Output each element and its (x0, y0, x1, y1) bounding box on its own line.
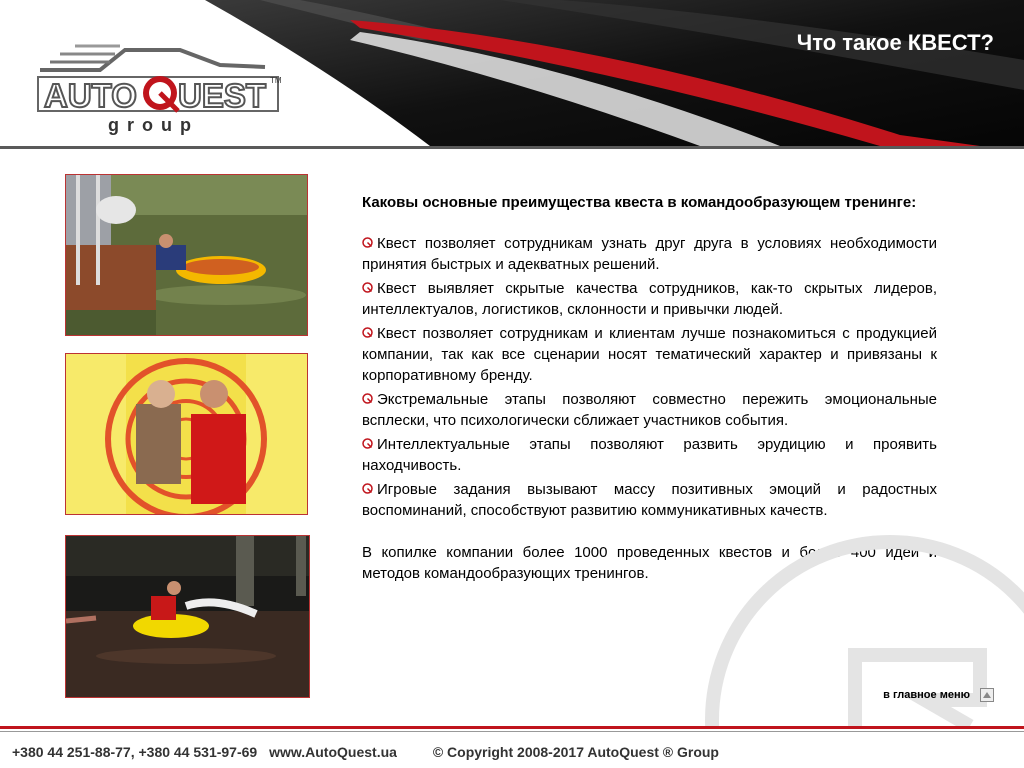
main-menu-link[interactable] (883, 688, 994, 702)
list-item-text: Квест позволяет сотрудникам и клиентам лучше познакомиться с продукцией компании, так как все сценарии носят тематический характер и привязаны к корпоративному бренду. (362, 325, 937, 384)
photo-hoop-tunnel (65, 353, 308, 515)
list-item-text: Квест выявляет скрытые качества сотрудников, как-то скрытых лидеров, интеллектуалов, логистиков, склонности и привычки людей. (362, 280, 937, 318)
content-heading: Каковы основные преимущества квеста в командообразующем тренинге: (362, 194, 917, 211)
logo-graphic (30, 35, 290, 135)
list-item (362, 434, 937, 476)
header-divider (0, 146, 1024, 149)
list-item (362, 389, 937, 431)
svg-text:group: group (108, 115, 199, 135)
list-item (362, 233, 937, 275)
footer (12, 744, 727, 760)
photo-boat-pier (65, 174, 308, 336)
bullet-icon (362, 237, 373, 248)
photo-boat-river (65, 535, 310, 698)
list-item-text: Квест позволяет сотрудникам узнать друг друга в условиях необходимости принятия быстрых и адекватных решений. (362, 235, 937, 273)
svg-text:UEST: UEST (178, 77, 267, 114)
footer-copyright: © Copyright 2008-2017 AutoQuest ® Group (432, 744, 719, 760)
list-item (362, 278, 937, 320)
bullet-icon (362, 483, 373, 494)
list-item (362, 323, 937, 386)
footer-website-link[interactable]: www.AutoQuest.ua (269, 744, 397, 760)
closing-paragraph: В копилке компании более 1000 проведенных квестов и более 400 идей и методов командообразующих тренингов. (362, 544, 937, 582)
autoquest-logo[interactable] (30, 35, 290, 135)
bullet-icon (362, 438, 373, 449)
bullet-icon (362, 327, 373, 338)
footer-phones: +380 44 251-88-77, +380 44 531-97-69 (12, 744, 258, 760)
page-title: Что такое КВЕСТ? (796, 30, 994, 55)
list-item-text: Игровые задания вызывают массу позитивных эмоций и радостных воспоминаний, способствуют развитию коммуникативных качеств. (362, 481, 937, 519)
main-menu-label[interactable]: в главное меню (883, 689, 970, 701)
footer-divider-red (0, 726, 1024, 729)
bullet-icon (362, 282, 373, 293)
list-item-text: Интеллектуальные этапы позволяют развить эрудицию и проявить находчивость. (362, 436, 937, 474)
svg-text:AUTO: AUTO (44, 77, 137, 114)
benefits-list (362, 233, 937, 521)
header-banner (0, 0, 1024, 150)
footer-divider-grey (0, 731, 1024, 732)
bullet-icon (362, 393, 373, 404)
trademark-text: TM (270, 76, 282, 85)
list-item-text: Экстремальные этапы позволяют совместно пережить эмоциональные всплески, что психологически сближает участников события. (362, 391, 937, 429)
list-item (362, 479, 937, 521)
up-arrow-icon[interactable] (980, 688, 994, 702)
